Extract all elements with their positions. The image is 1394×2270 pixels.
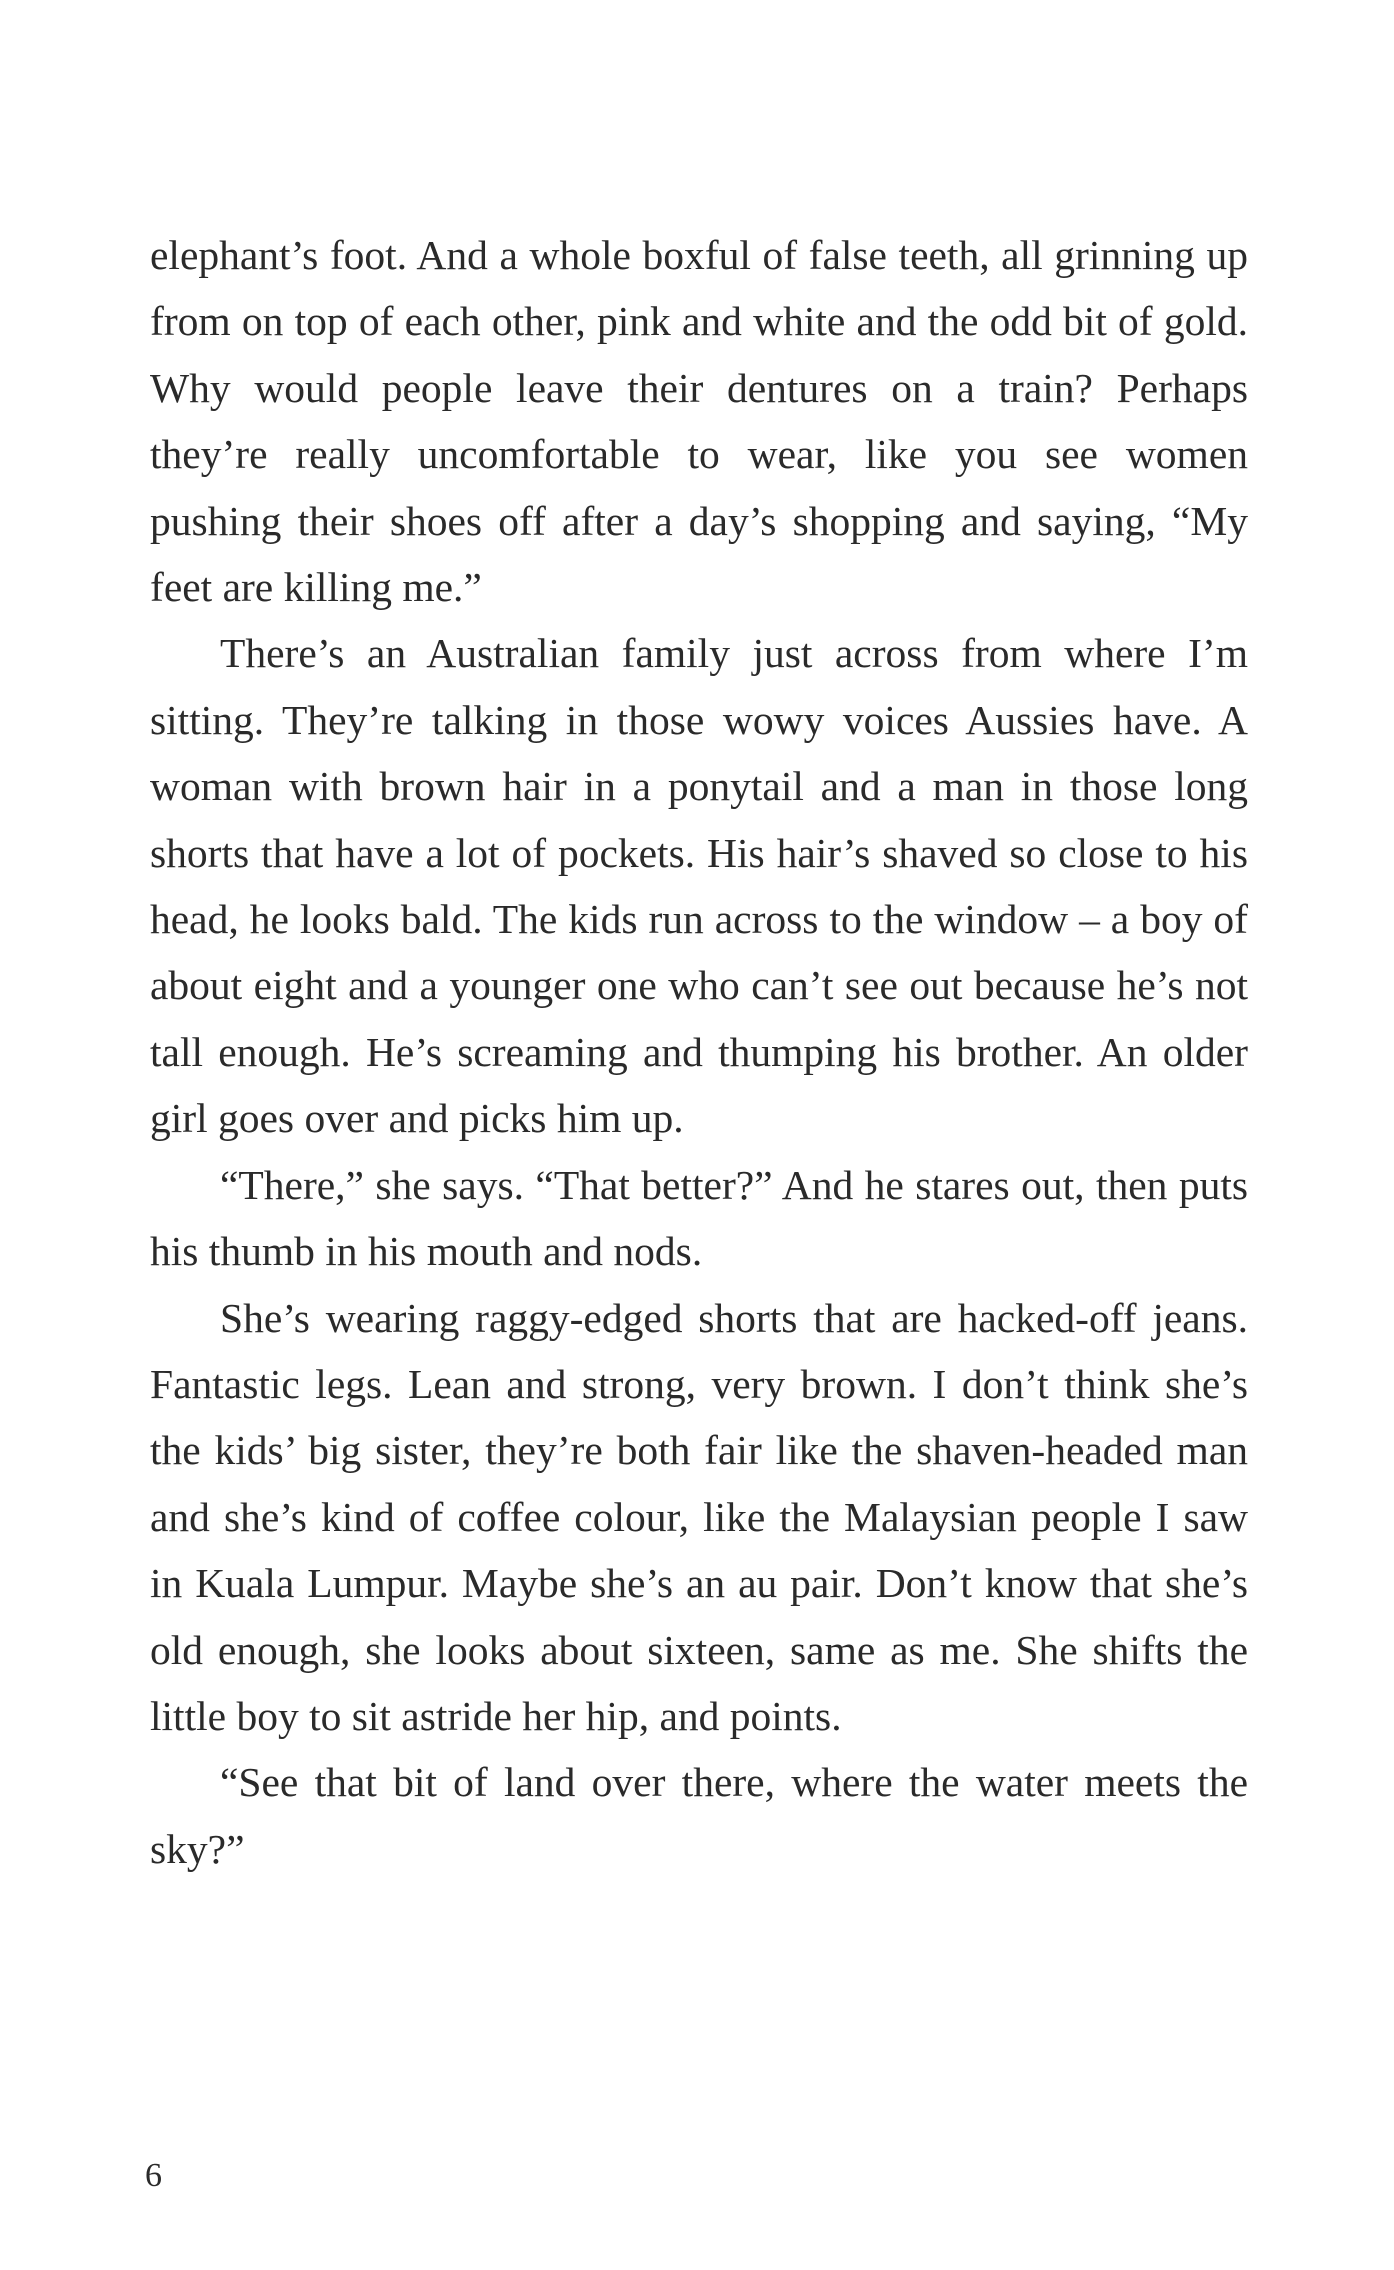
page-number: 6 bbox=[145, 2157, 162, 2194]
paragraph-3: “There,” she says. “That better?” And he stares out, then puts his thumb in his mouth and nods. bbox=[150, 1161, 1248, 1275]
paragraph-4: She’s wearing raggy-edged shorts that are hacked-off jeans. Fantastic legs. Lean and strong, very brown. I don’t think she’s the kids’ big sister, they’re both fair like the shaven-headed man and she’s kind of coffee colour, like the Malaysian people I saw in Kuala Lumpur. Maybe she’s an au pair. Don’t know that she’s old enough, she looks about sixteen, same as me. She shifts the little boy to sit astride her hip, and points. bbox=[150, 1294, 1248, 1739]
body-text bbox=[150, 222, 1248, 1882]
paragraph-1: elephant’s foot. And a whole boxful of false teeth, all grinning up from on top of each other, pink and white and the odd bit of gold. Why would people leave their dentures on a train? Perhaps they’re really uncomfortable to wear, like you see women pushing their shoes off after a day’s shopping and saying, “My feet are killing me.” bbox=[150, 232, 1248, 611]
paragraph-5: “See that bit of land over there, where the water meets the sky?” bbox=[150, 1759, 1248, 1872]
paragraph-2: There’s an Australian family just across from where I’m sitting. They’re talking in those wowy voices Aussies have. A woman with brown hair in a ponytail and a man in those long shorts that have a lot of pockets. His hair’s shaved so close to his head, he looks bald. The kids run across to the window – a boy of about eight and a younger one who can’t see out because he’s not tall enough. He’s screaming and thumping his brother. An older girl goes over and picks him up. bbox=[150, 630, 1248, 1142]
